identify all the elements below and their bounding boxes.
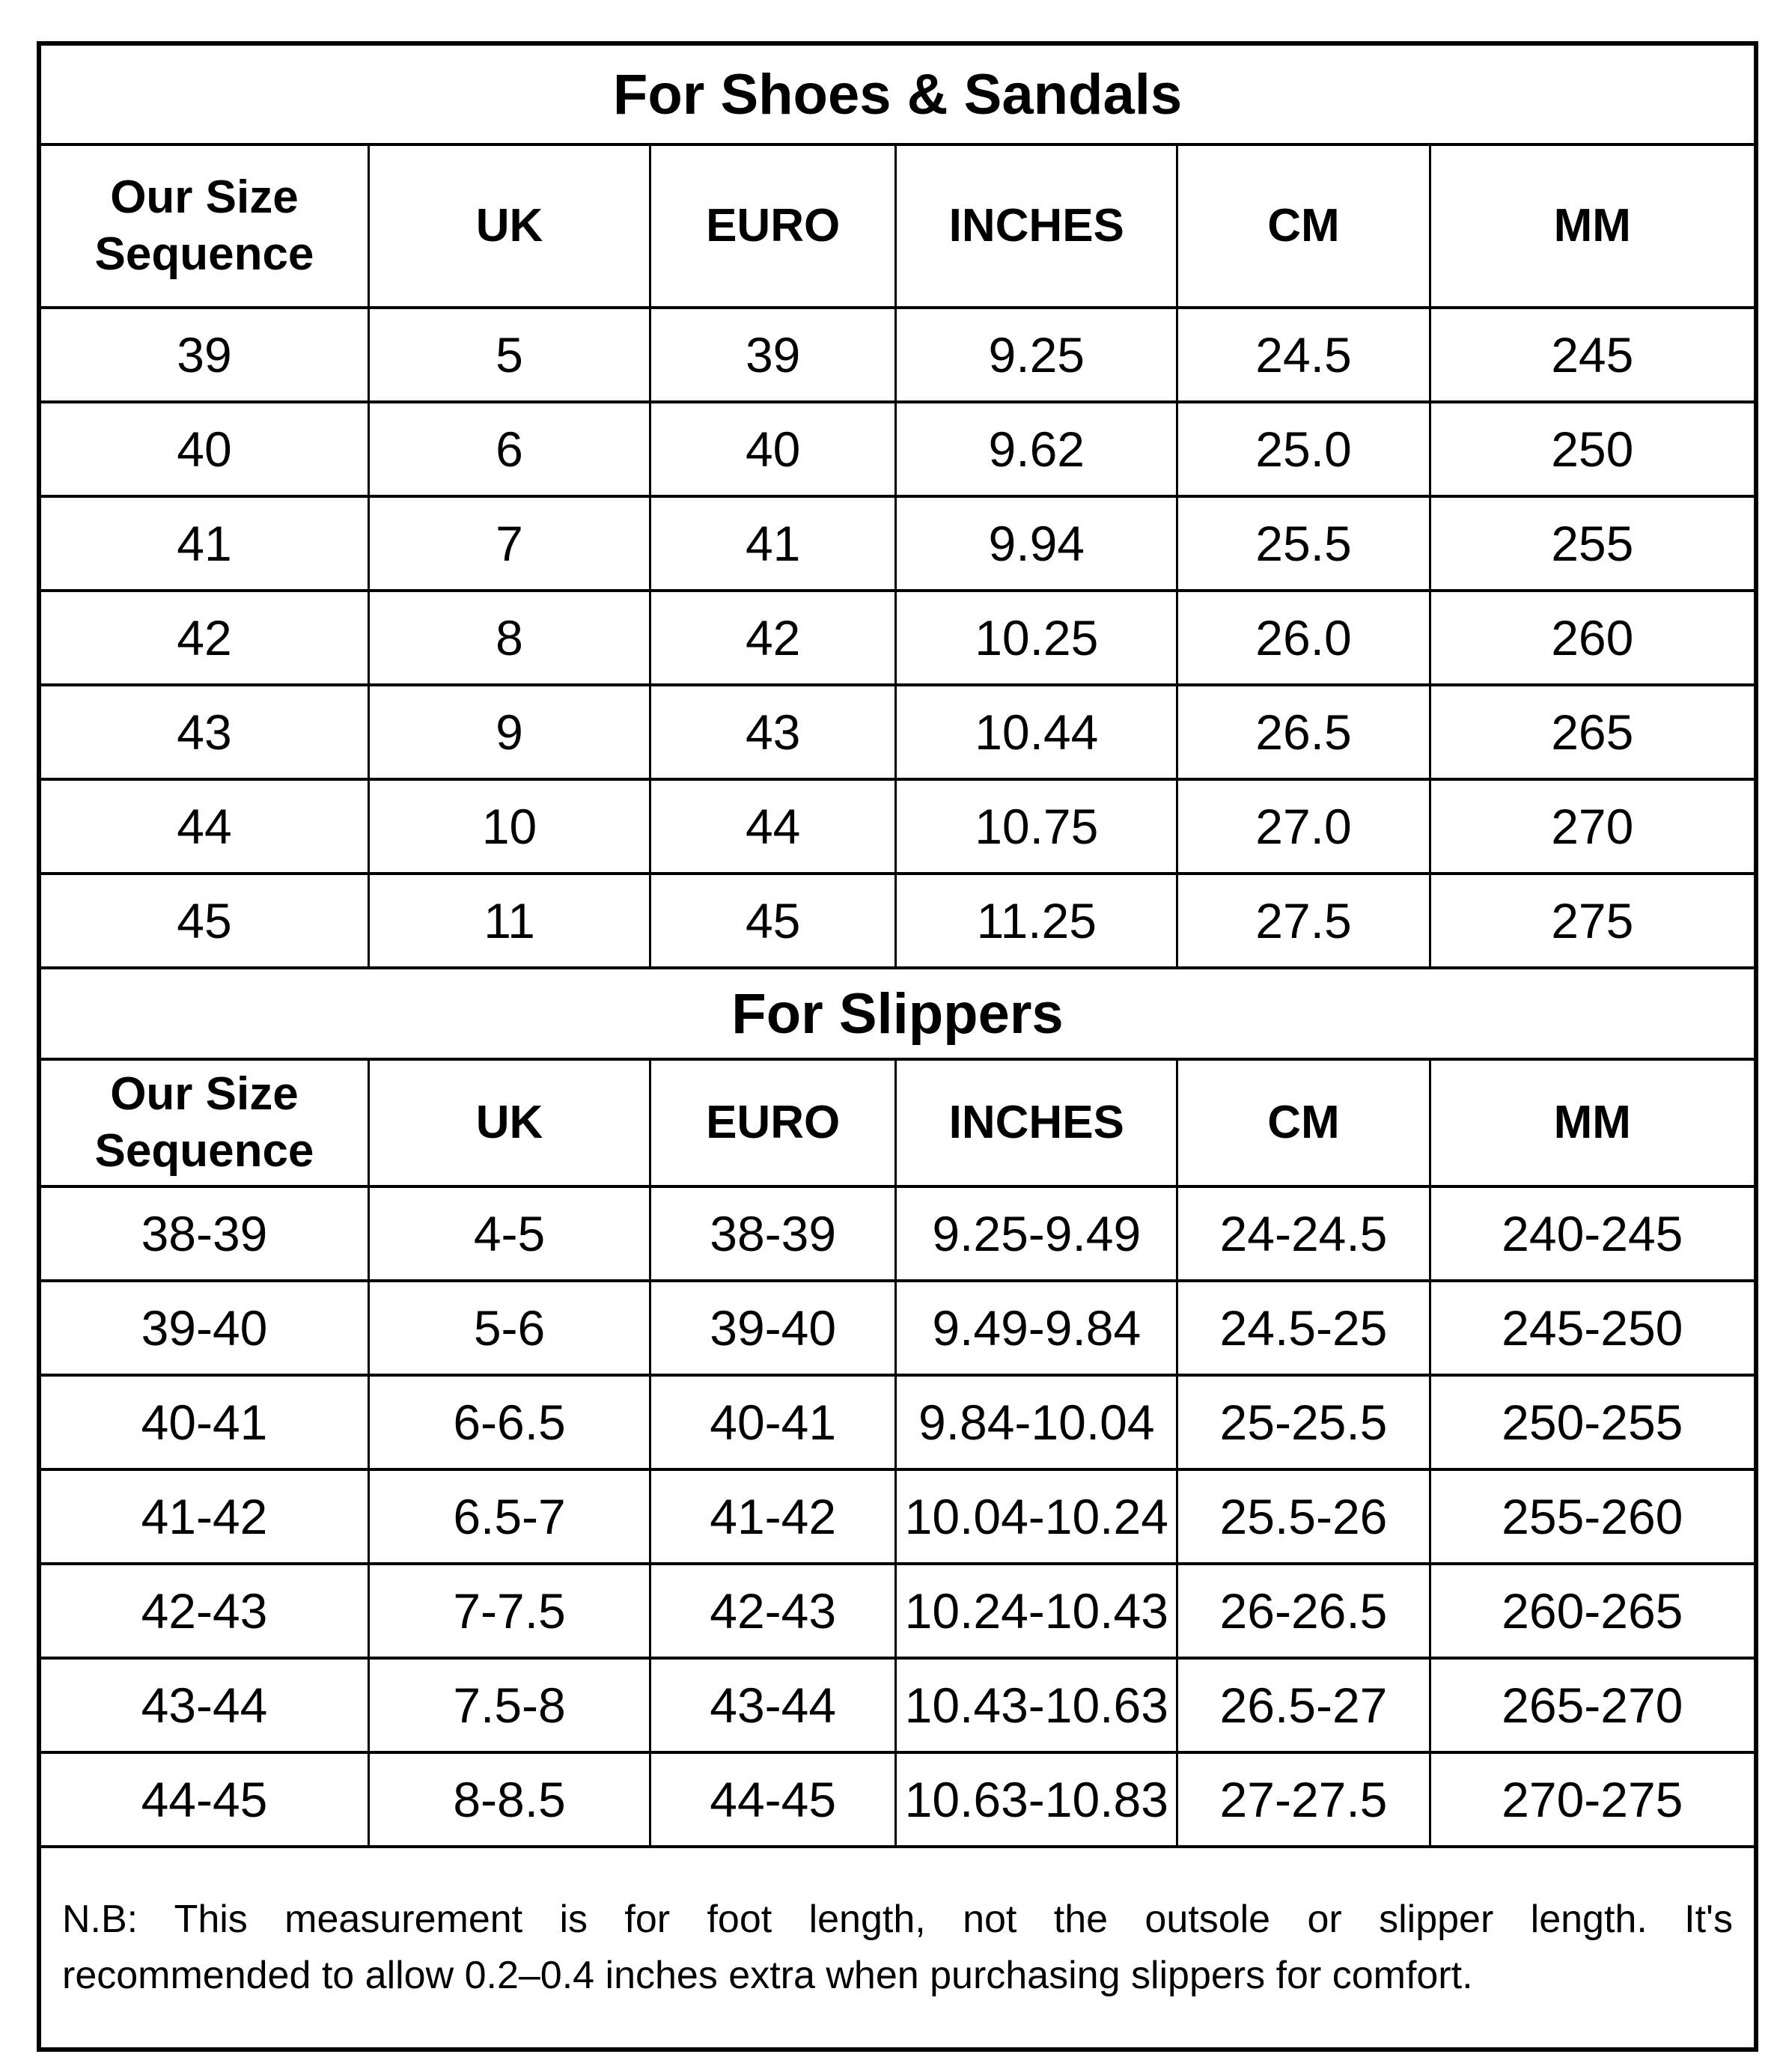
note-line-1: N.B: This measurement is for foot length, not the outsole or slipper length. It's	[62, 1897, 1733, 1941]
slippers-table-row	[39, 1186, 1756, 1281]
shoes-header-uk: UK	[368, 144, 650, 308]
cell-mm: 255	[1430, 496, 1756, 591]
cell-cm: 26.0	[1177, 591, 1430, 685]
cell-uk: 9	[368, 685, 650, 779]
cell-mm: 255-260	[1430, 1469, 1756, 1564]
shoes-header-inches: INCHES	[896, 144, 1177, 308]
cell-euro: 38-39	[650, 1186, 896, 1281]
size-chart-table	[37, 41, 1758, 2052]
cell-cm: 27.0	[1177, 779, 1430, 874]
cell-inches: 10.25	[896, 591, 1177, 685]
cell-euro: 40-41	[650, 1375, 896, 1469]
shoes-header-euro: EURO	[650, 144, 896, 308]
cell-uk: 7-7.5	[368, 1564, 650, 1658]
cell-euro: 41	[650, 496, 896, 591]
shoes-table-row	[39, 779, 1756, 874]
cell-uk: 6	[368, 402, 650, 496]
cell-inches: 9.49-9.84	[896, 1281, 1177, 1375]
cell-uk: 8-8.5	[368, 1752, 650, 1847]
shoes-section-title: For Shoes & Sandals	[39, 43, 1756, 144]
cell-cm: 26-26.5	[1177, 1564, 1430, 1658]
shoes-table-row	[39, 402, 1756, 496]
cell-euro: 41-42	[650, 1469, 896, 1564]
cell-size: 39	[39, 308, 368, 402]
shoes-table-row	[39, 591, 1756, 685]
cell-cm: 25.5-26	[1177, 1469, 1430, 1564]
cell-size: 40	[39, 402, 368, 496]
cell-size: 44-45	[39, 1752, 368, 1847]
cell-cm: 25.0	[1177, 402, 1430, 496]
cell-euro: 43-44	[650, 1658, 896, 1752]
slippers-table-row	[39, 1281, 1756, 1375]
shoes-table-row	[39, 308, 1756, 402]
slippers-table-row	[39, 1375, 1756, 1469]
cell-mm: 250-255	[1430, 1375, 1756, 1469]
cell-mm: 260-265	[1430, 1564, 1756, 1658]
cell-uk: 5-6	[368, 1281, 650, 1375]
cell-cm: 27.5	[1177, 874, 1430, 968]
cell-cm: 24-24.5	[1177, 1186, 1430, 1281]
shoes-table-row	[39, 496, 1756, 591]
cell-inches: 10.43-10.63	[896, 1658, 1177, 1752]
cell-size: 42-43	[39, 1564, 368, 1658]
cell-size: 40-41	[39, 1375, 368, 1469]
slippers-header-row	[39, 1059, 1756, 1186]
cell-size: 45	[39, 874, 368, 968]
slippers-section-title: For Slippers	[39, 968, 1756, 1059]
cell-inches: 9.94	[896, 496, 1177, 591]
cell-inches: 10.44	[896, 685, 1177, 779]
slippers-header-uk: UK	[368, 1059, 650, 1186]
cell-euro: 39-40	[650, 1281, 896, 1375]
shoes-table-row	[39, 685, 1756, 779]
cell-mm: 270-275	[1430, 1752, 1756, 1847]
shoes-section-title-row	[39, 43, 1756, 144]
cell-uk: 11	[368, 874, 650, 968]
cell-euro: 39	[650, 308, 896, 402]
cell-uk: 5	[368, 308, 650, 402]
shoes-table-row	[39, 874, 1756, 968]
cell-size: 39-40	[39, 1281, 368, 1375]
note	[39, 1847, 1756, 2050]
slippers-table-row	[39, 1658, 1756, 1752]
slippers-section-title-row	[39, 968, 1756, 1059]
cell-cm: 26.5-27	[1177, 1658, 1430, 1752]
cell-mm: 245-250	[1430, 1281, 1756, 1375]
cell-size: 43	[39, 685, 368, 779]
cell-size: 41	[39, 496, 368, 591]
cell-euro: 45	[650, 874, 896, 968]
cell-mm: 260	[1430, 591, 1756, 685]
cell-mm: 265	[1430, 685, 1756, 779]
cell-size: 43-44	[39, 1658, 368, 1752]
cell-size: 44	[39, 779, 368, 874]
cell-euro: 43	[650, 685, 896, 779]
size-chart	[37, 41, 1758, 2052]
shoes-header-row	[39, 144, 1756, 308]
cell-uk: 8	[368, 591, 650, 685]
cell-size: 42	[39, 591, 368, 685]
slippers-header-our-size-sequence: Our Size Sequence	[39, 1059, 368, 1186]
cell-cm: 25.5	[1177, 496, 1430, 591]
cell-uk: 6-6.5	[368, 1375, 650, 1469]
cell-cm: 25-25.5	[1177, 1375, 1430, 1469]
cell-mm: 240-245	[1430, 1186, 1756, 1281]
shoes-header-mm: MM	[1430, 144, 1756, 308]
slippers-header-inches: INCHES	[896, 1059, 1177, 1186]
shoes-header-our-size-sequence: Our Size Sequence	[39, 144, 368, 308]
cell-cm: 24.5	[1177, 308, 1430, 402]
cell-mm: 245	[1430, 308, 1756, 402]
cell-uk: 10	[368, 779, 650, 874]
cell-cm: 27-27.5	[1177, 1752, 1430, 1847]
cell-size: 41-42	[39, 1469, 368, 1564]
slippers-header-mm: MM	[1430, 1059, 1756, 1186]
cell-size: 38-39	[39, 1186, 368, 1281]
slippers-table-row	[39, 1752, 1756, 1847]
cell-mm: 275	[1430, 874, 1756, 968]
cell-mm: 265-270	[1430, 1658, 1756, 1752]
note-row	[39, 1847, 1756, 2050]
cell-inches: 10.04-10.24	[896, 1469, 1177, 1564]
cell-euro: 42-43	[650, 1564, 896, 1658]
note-line-2: recommended to allow 0.2–0.4 inches extra when purchasing slippers for comfort.	[62, 1954, 1473, 1997]
cell-inches: 9.25-9.49	[896, 1186, 1177, 1281]
cell-cm: 26.5	[1177, 685, 1430, 779]
slippers-header-euro: EURO	[650, 1059, 896, 1186]
slippers-table-row	[39, 1469, 1756, 1564]
cell-inches: 10.24-10.43	[896, 1564, 1177, 1658]
cell-inches: 10.75	[896, 779, 1177, 874]
cell-euro: 44	[650, 779, 896, 874]
cell-inches: 9.62	[896, 402, 1177, 496]
cell-uk: 4-5	[368, 1186, 650, 1281]
cell-mm: 270	[1430, 779, 1756, 874]
cell-inches: 9.84-10.04	[896, 1375, 1177, 1469]
cell-uk: 6.5-7	[368, 1469, 650, 1564]
cell-euro: 40	[650, 402, 896, 496]
cell-uk: 7.5-8	[368, 1658, 650, 1752]
cell-inches: 9.25	[896, 308, 1177, 402]
cell-mm: 250	[1430, 402, 1756, 496]
cell-euro: 44-45	[650, 1752, 896, 1847]
cell-inches: 10.63-10.83	[896, 1752, 1177, 1847]
shoes-header-cm: CM	[1177, 144, 1430, 308]
cell-inches: 11.25	[896, 874, 1177, 968]
cell-uk: 7	[368, 496, 650, 591]
cell-cm: 24.5-25	[1177, 1281, 1430, 1375]
cell-euro: 42	[650, 591, 896, 685]
slippers-header-cm: CM	[1177, 1059, 1430, 1186]
slippers-table-row	[39, 1564, 1756, 1658]
